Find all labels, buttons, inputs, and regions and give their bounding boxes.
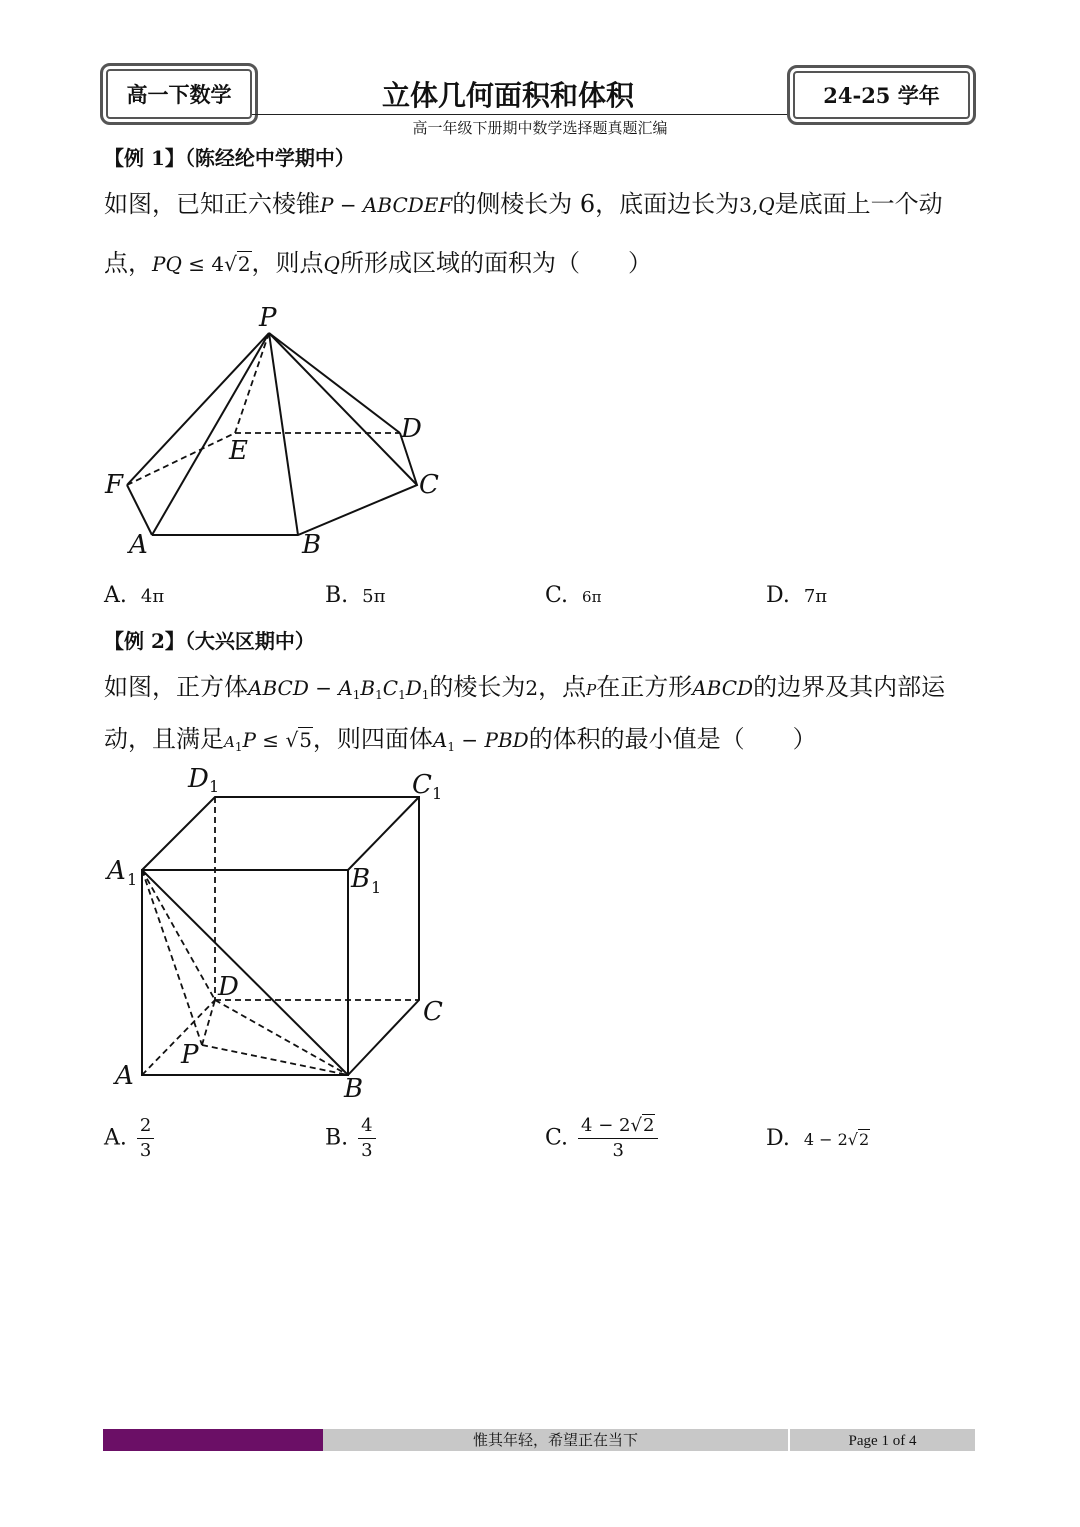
- e2-math: C: [382, 676, 399, 700]
- e1-text: 所形成区域的面积为（ ）: [339, 249, 652, 277]
- label-b: B: [344, 1074, 364, 1104]
- e1-math-pyramid: P − ABCDEF: [320, 193, 453, 217]
- e1-math-pq: PQ: [152, 252, 182, 276]
- course-label: 高一下数学: [126, 82, 232, 107]
- e2-text: ，则四面体: [312, 725, 433, 753]
- e2-sub: 1: [375, 688, 383, 702]
- e2-math: − PBD: [455, 728, 529, 752]
- option-letter: B.: [325, 1125, 349, 1151]
- example1-heading: 【例 1】（陈经纶中学期中）: [104, 146, 355, 170]
- example2-heading: 【例 2】（大兴区期中）: [104, 629, 315, 653]
- example1-line1: [104, 184, 943, 219]
- e2-text: 的棱长为: [429, 673, 526, 701]
- year-tag: [787, 65, 976, 125]
- option-letter: A.: [104, 583, 127, 608]
- page-title: 立体几何面积和体积: [381, 79, 634, 112]
- e1-math-three: 3,: [739, 193, 759, 217]
- option-letter: B.: [325, 583, 349, 608]
- e2-math-radicand: 5: [299, 728, 312, 752]
- label-b1: B: [351, 864, 371, 894]
- option-fraction: [358, 1114, 375, 1163]
- e1-option-a[interactable]: [104, 583, 164, 608]
- e2-sub: 1: [398, 688, 406, 702]
- fraction-denominator: 3: [139, 1140, 152, 1161]
- e2-sub: 1: [421, 688, 430, 702]
- label-d1: D: [188, 764, 209, 794]
- footer-accent: [103, 1429, 323, 1451]
- fraction-numerator: 4 − 2: [581, 1115, 631, 1136]
- radicand: 2: [642, 1115, 655, 1136]
- option-value: 5π: [362, 586, 386, 607]
- e2-text: 动，且满足: [104, 725, 224, 753]
- option-letter: C.: [545, 583, 569, 608]
- option-letter: D.: [766, 1126, 790, 1151]
- option-value: 7π: [803, 586, 828, 607]
- option-value: 6π: [582, 588, 602, 606]
- label-f: F: [105, 470, 124, 500]
- e2-math: A: [224, 733, 235, 751]
- e1-option-d[interactable]: [766, 583, 827, 608]
- e2-option-c[interactable]: [545, 1114, 658, 1163]
- header-rule: [252, 114, 787, 115]
- e1-text: 点，: [104, 249, 152, 277]
- example2-line1: [104, 667, 945, 702]
- label-c: C: [419, 470, 439, 500]
- fraction-denominator: 3: [361, 1140, 373, 1161]
- e1-math-q: Q: [758, 193, 775, 217]
- radicand: 2: [859, 1130, 870, 1149]
- e1-option-b[interactable]: [325, 583, 385, 608]
- label-c1: C: [412, 770, 432, 800]
- e2-text: 在正方形: [596, 673, 693, 701]
- label-a: A: [129, 530, 148, 560]
- e2-option-b[interactable]: [325, 1114, 376, 1163]
- e2-text: 的边界及其内部运: [753, 673, 946, 701]
- e1-math-radicand: 2: [237, 252, 251, 276]
- option-letter: D.: [766, 583, 790, 608]
- e2-math: B: [360, 676, 376, 700]
- option-fraction: $\frac{4 - 2√2}{3}$: [578, 1114, 658, 1163]
- e1-text: 的侧棱长为 6，底面边长为: [452, 190, 740, 218]
- option-value: 4π: [140, 586, 165, 607]
- label-a1-sub: 1: [127, 870, 138, 889]
- e2-math: 2: [525, 676, 539, 700]
- label-p: P: [259, 303, 277, 333]
- label-d1-sub: 1: [209, 777, 220, 796]
- page-subtitle: 高一年级下册期中数学选择题真题汇编: [412, 119, 668, 137]
- label-d: D: [401, 414, 422, 444]
- label-p: P: [181, 1040, 199, 1070]
- hexagonal-pyramid-figure: [95, 295, 475, 570]
- fraction-numerator: 4: [358, 1114, 375, 1139]
- e2-math: ABCD: [692, 676, 754, 700]
- e2-text: ，点: [538, 673, 587, 701]
- e1-math-q: Q: [323, 252, 340, 276]
- e1-text: ，则点: [251, 249, 324, 277]
- e2-math: A: [432, 728, 448, 752]
- e2-math: ABCD − A: [248, 676, 353, 700]
- fraction-numerator: 2: [137, 1114, 154, 1139]
- e2-sub: 1: [234, 740, 243, 754]
- e1-text: 是底面上一个动: [774, 190, 943, 218]
- label-d: D: [218, 972, 239, 1002]
- option-fraction: [137, 1114, 154, 1163]
- footer-motto: 惟其年轻，希望正在当下: [472, 1431, 638, 1449]
- e2-math: ≤: [255, 728, 286, 752]
- example1-line2: 点，PQ ≤ 4√2，则点Q所形成区域的面积为（ ）: [104, 249, 652, 277]
- e1-option-c[interactable]: [545, 583, 601, 608]
- e2-sub: 1: [352, 688, 361, 702]
- option-letter: C.: [545, 1125, 569, 1151]
- label-b1-sub: 1: [371, 878, 382, 897]
- example2-line2: 动，且满足$A_1P \le √5$，则四面体$A_1$ − PBD的体积的最小值是（ ）: [104, 725, 817, 754]
- label-b: B: [302, 530, 322, 560]
- e2-option-a[interactable]: [104, 1114, 154, 1163]
- label-c1-sub: 1: [432, 784, 443, 803]
- e2-sub: 1: [447, 740, 456, 754]
- e2-option-d[interactable]: D. 4 − 2√2: [766, 1126, 870, 1151]
- cube-figure: [95, 755, 475, 1110]
- label-c: C: [423, 997, 443, 1027]
- footer-bar: [103, 1429, 975, 1451]
- fraction-denominator: 3: [612, 1140, 624, 1161]
- e2-math: D: [405, 676, 422, 700]
- e1-math-le: ≤ 4: [181, 252, 225, 276]
- option-letter: A.: [104, 1125, 127, 1151]
- e2-text: 如图，正方体: [104, 673, 248, 701]
- page-number: Page 1 of 4: [848, 1433, 917, 1449]
- label-a: A: [115, 1061, 134, 1091]
- label-e: E: [229, 436, 248, 466]
- option-value: 4 − 2: [803, 1130, 848, 1149]
- label-a1: A: [107, 856, 126, 886]
- e2-math: P: [242, 728, 256, 752]
- e2-text: 的体积的最小值是（ ）: [528, 725, 817, 753]
- e1-text: 如图，已知正六棱锥: [104, 190, 320, 218]
- e2-math: P: [586, 681, 597, 699]
- year-label: 24-25 学年: [823, 83, 940, 108]
